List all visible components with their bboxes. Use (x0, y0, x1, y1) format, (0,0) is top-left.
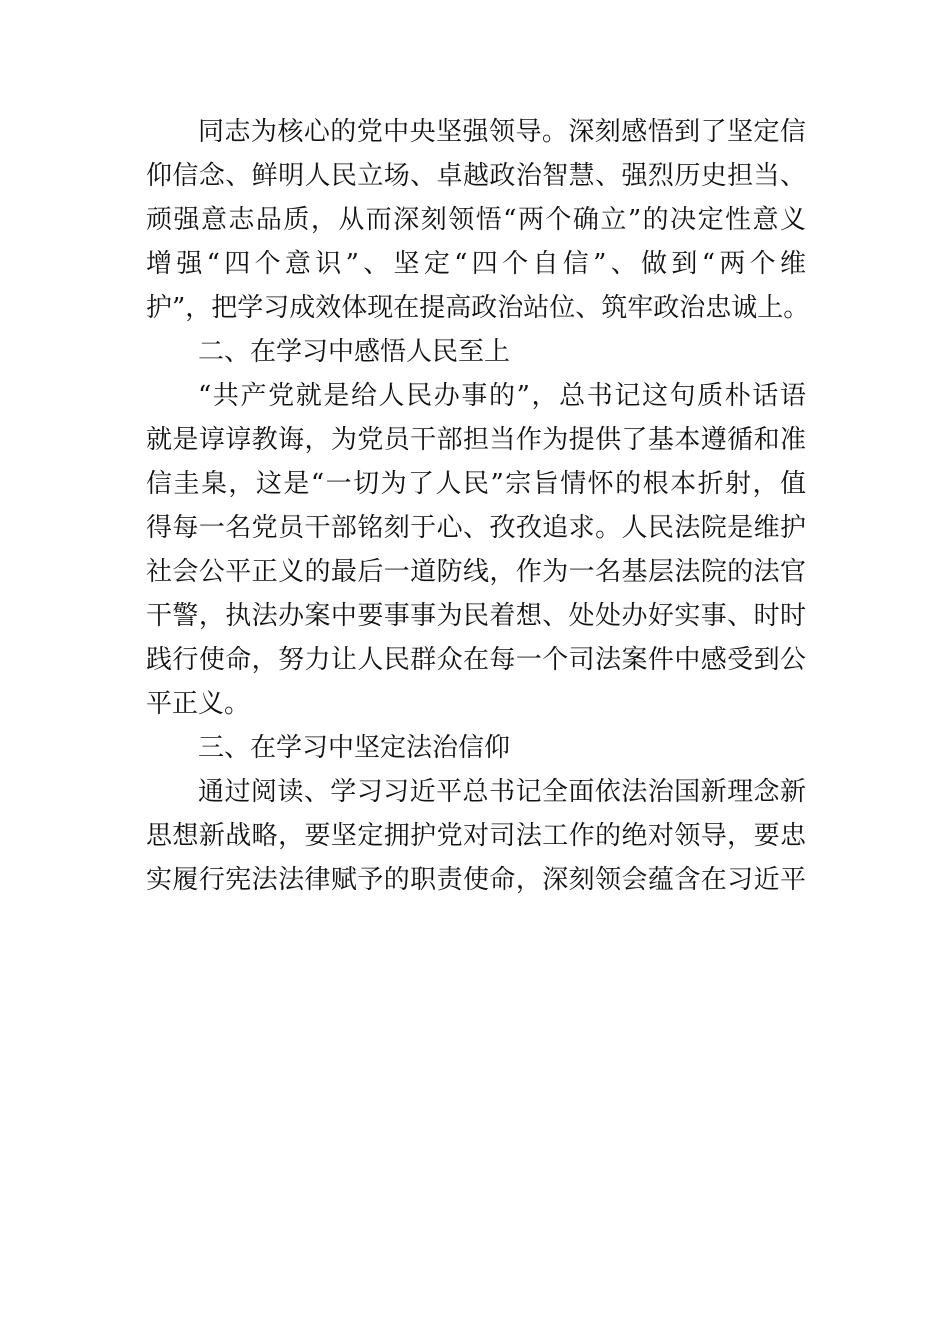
section-heading-2: 二、在学习中感悟人民至上 (198, 337, 511, 367)
paragraph-line-7: “共产党就是给人民办事的”，总书记这句质朴话语 (198, 381, 806, 411)
paragraph-line-10: 得每一名党员干部铭刻于心、孜孜追求。人民法院是维护 (146, 513, 806, 543)
paragraph-line-12: 干警，执法办案中要事事为民着想、处处办好实事、时时 (146, 601, 806, 631)
paragraph-line-8: 就是谆谆教诲，为党员干部担当作为提供了基本遵循和准 (146, 425, 806, 455)
paragraph-line-3: 顽强意志品质，从而深刻领悟“两个确立”的决定性意义 (146, 205, 806, 235)
paragraph-line-16: 通过阅读、学习习近平总书记全面依法治国新理念新 (198, 777, 806, 807)
paragraph-line-13: 践行使命，努力让人民群众在每一个司法案件中感受到公 (146, 645, 806, 675)
paragraph-line-18: 实履行宪法法律赋予的职责使命，深刻领会蕴含在习近平 (146, 865, 806, 895)
paragraph-line-11: 社会公平正义的最后一道防线，作为一名基层法院的法官 (146, 557, 806, 587)
section-heading-3: 三、在学习中坚定法治信仰 (198, 733, 511, 763)
paragraph-line-4: 增强“四个意识”、坚定“四个自信”、做到“两个维 (146, 249, 806, 279)
paragraph-line-14: 平正义。 (146, 689, 251, 719)
paragraph-line-9: 信圭臬，这是“一切为了人民”宗旨情怀的根本折射，值 (146, 469, 806, 499)
paragraph-line-2: 仰信念、鲜明人民立场、卓越政治智慧、强烈历史担当、 (146, 161, 806, 191)
paragraph-line-1: 同志为核心的党中央坚强领导。深刻感悟到了坚定信 (198, 117, 806, 147)
paragraph-line-5: 护”，把学习成效体现在提高政治站位、筑牢政治忠诚上。 (146, 293, 810, 323)
paragraph-line-17: 思想新战略，要坚定拥护党对司法工作的绝对领导，要忠 (146, 821, 806, 851)
